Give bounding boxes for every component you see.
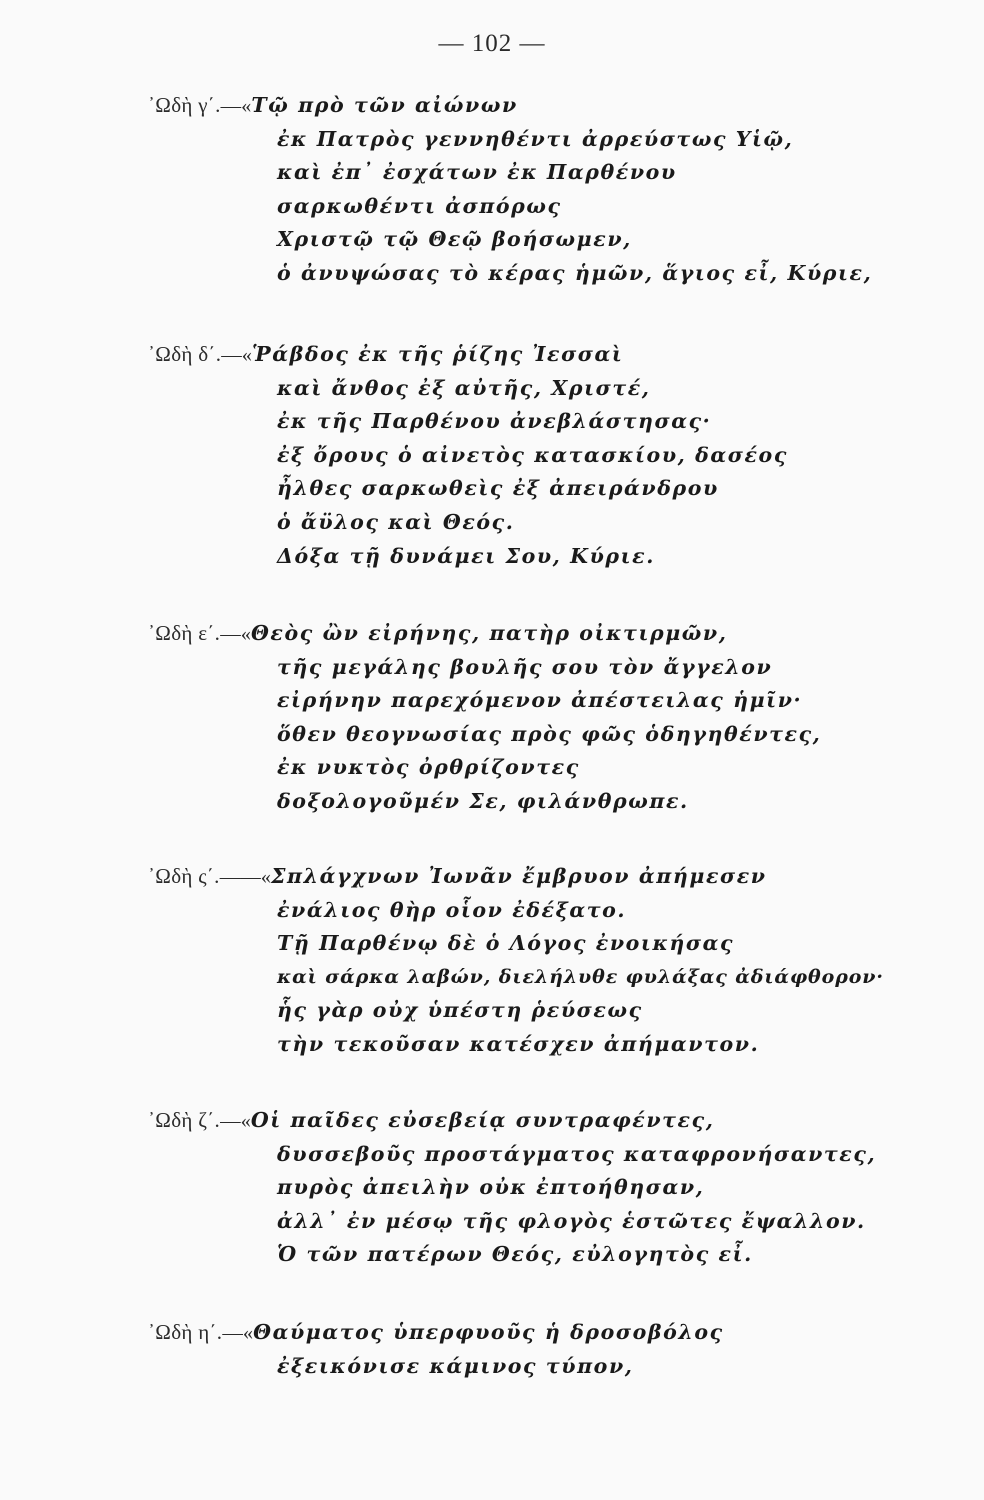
ode-7 — [148, 1104, 968, 1272]
ode-6 — [148, 860, 968, 1062]
ode-3 — [148, 89, 968, 291]
verse-line: καὶ σάρκα λαβών, διελήλυθε φυλάξας ἀδιάφθορον· — [277, 965, 884, 988]
verse-line: ἐκ τῆς Παρθένου ἀνεβλάστησας· — [277, 409, 712, 434]
verse-line: ἐκ νυκτὸς ὀρθρίζοντες — [277, 755, 580, 780]
ode-label: ᾿Ωδὴ δ΄. — [148, 342, 222, 366]
verse-line: τὴν τεκοῦσαν κατέσχεν ἀπήμαντον. — [277, 1031, 760, 1056]
ode-dash: —« — [222, 1322, 254, 1344]
verse-line: ὅθεν θεογνωσίας πρὸς φῶς ὁδηγηθέντες, — [277, 721, 822, 746]
verse-line: ἦλθες σαρκωθεὶς ἐξ ἀπειράνδρου — [277, 476, 719, 501]
ode-dash: —« — [220, 623, 251, 645]
verse-line: ἀλλ᾿ ἐν μέσῳ τῆς φλογὸς ἑστῶτες ἔψαλλον. — [277, 1208, 866, 1233]
verse-line: ὁ ἀνυψώσας τὸ κέρας ἡμῶν, ἅγιος εἶ, Κύριε, — [277, 260, 873, 285]
ode-label: ᾿Ωδὴ ς΄. — [148, 864, 220, 888]
verse-first-line: Τῷ πρὸ τῶν αἰώνων — [251, 93, 518, 117]
verse-first-line: Θαύματος ὑπερφυοῦς ἡ δροσοβόλος — [253, 1320, 724, 1344]
ode-dash: ——« — [219, 866, 271, 888]
verse-line: καὶ ἐπ᾿ ἐσχάτων ἐκ Παρθένου — [277, 160, 677, 185]
verse-line: δυσσεβοῦς προστάγματος καταφρονήσαντες, — [277, 1141, 877, 1166]
verse-line: ἧς γὰρ οὐχ ὑπέστη ῥεύσεως — [277, 998, 643, 1023]
ode-heading-line — [148, 1316, 968, 1350]
verse-line: τῆς μεγάλης βουλῆς σου τὸν ἄγγελον — [277, 654, 773, 679]
verse-first-line: Θεὸς ὢν εἰρήνης, πατὴρ οἰκτιρμῶν, — [250, 621, 728, 645]
verse-first-line: Σπλάγχνων Ἰωνᾶν ἔμβρυον ἀπήμεσεν — [270, 864, 767, 888]
verse-line: Τῇ Παρθένῳ δὲ ὁ Λόγος ἐνοικήσας — [277, 931, 735, 956]
verse-first-line: Ῥάβδος ἐκ τῆς ῥίζης Ἰεσσαὶ — [252, 342, 624, 366]
ode-heading-line — [148, 860, 968, 894]
page-number: — 102 — — [438, 30, 546, 57]
ode-label: ᾿Ωδὴ η΄. — [148, 1320, 223, 1344]
verse-line: ἐξ ὄρους ὁ αἰνετὸς κατασκίου, δασέος — [277, 442, 788, 467]
verse-line: Χριστῷ τῷ Θεῷ βοήσωμεν, — [277, 227, 632, 252]
verse-line: εἰρήνην παρεχόμενον ἀπέστειλας ἡμῖν· — [277, 688, 803, 713]
ode-heading-line — [148, 1104, 968, 1138]
verse-line: ἐνάλιος θὴρ οἷον ἐδέξατο. — [277, 897, 627, 922]
ode-8 — [148, 1316, 968, 1383]
ode-5 — [148, 617, 968, 819]
verse-first-line: Οἱ παῖδες εὐσεβείᾳ συντραφέντες, — [250, 1108, 715, 1132]
verse-line: δοξολογοῦμέν Σε, φιλάνθρωπε. — [277, 788, 689, 813]
ode-label: ᾿Ωδὴ ε΄. — [148, 621, 221, 645]
ode-label: ᾿Ωδὴ γ΄. — [148, 93, 221, 117]
ode-dash: —« — [221, 344, 253, 366]
verse-line: ἐκ Πατρὸς γεννηθέντι ἀρρεύστως Υἱῷ, — [277, 126, 794, 151]
verse-line: σαρκωθέντι ἀσπόρως — [277, 193, 562, 218]
ode-4 — [148, 338, 968, 573]
verse-line: πυρὸς ἀπειλὴν οὐκ ἐπτοήθησαν, — [277, 1175, 705, 1200]
ode-dash: —« — [220, 1110, 251, 1132]
ode-heading-line — [148, 617, 968, 651]
verse-line: Ὁ τῶν πατέρων Θεός, εὐλογητὸς εἶ. — [277, 1242, 753, 1267]
verse-line: καὶ ἄνθος ἐξ αὐτῆς, Χριστέ, — [277, 375, 651, 400]
verse-line: ὁ ἄϋλος καὶ Θεός. — [277, 509, 515, 534]
verse-line: Δόξα τῇ δυνάμει Σου, Κύριε. — [277, 543, 655, 568]
ode-label: ᾿Ωδὴ ζ΄. — [148, 1108, 221, 1132]
ode-heading-line — [148, 89, 968, 123]
verse-line: ἐξεικόνισε κάμινος τύπον, — [277, 1353, 634, 1378]
ode-heading-line — [148, 338, 968, 372]
ode-dash: —« — [220, 95, 252, 117]
